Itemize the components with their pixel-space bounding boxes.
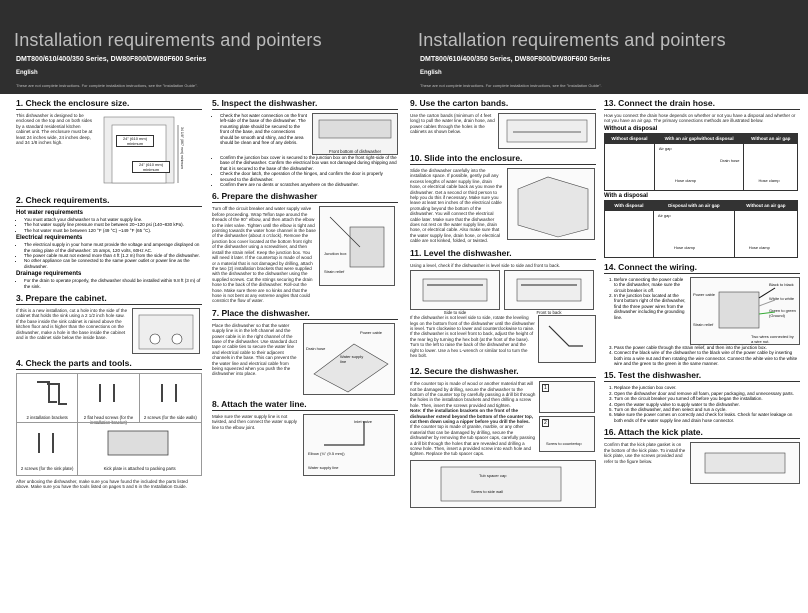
subheading: Without a disposal bbox=[604, 125, 658, 132]
part-cell bbox=[17, 374, 78, 422]
section-heading: 11. Level the dishwasher. bbox=[410, 248, 596, 260]
junction-box-diagram bbox=[319, 206, 395, 286]
table-cell bbox=[605, 210, 654, 257]
elbow-label: Elbow (¾" (9.5 mm)) bbox=[308, 450, 345, 456]
level-figure bbox=[504, 270, 594, 315]
tub-spacer-label: Tub spacer cap bbox=[479, 472, 507, 478]
level-side-drawing bbox=[411, 271, 499, 307]
table-header: Without an air gap bbox=[744, 133, 798, 143]
drain-hose-label: Drain hose bbox=[306, 345, 326, 351]
section-text: Turn off the circuit breaker and water supply valve before proceeding. Wrap Teflon tape around the threads of the 90° elbow, and then attach the elbow to the inlet valve. Tighten until the elbow is tight and pointing towards the water hose channel in the base of the dishwasher (about 4 o'clock). Remove the junction box cover located at the bottom front right of the dishwasher using a screwdriver, and then install the strain relief. Keep the junction box. You will need it later. If the countertop is made of wood or a material that is not damaged by drilling, attach the two (2) installation brackets that were supplied with the dishwasher to the dishwasher using the supplied screws. Cut the strings securing the drain hose to the back of the dishwasher. Roll-out the hose. Make sure there are no kinks and that the hose is not bent at any extreme angles that could constrict the flow of water. bbox=[212, 206, 316, 304]
carton-band-drawing bbox=[499, 114, 595, 148]
list-item: 3. Turn on the circuit breaker you turned off before you began the installation. bbox=[614, 396, 800, 401]
section-text: Make sure the water supply line is not twisted, and then connect the water supply line to the elbow joint. bbox=[212, 413, 298, 430]
cabinet-hole-diagram bbox=[132, 308, 200, 354]
front-to-back-diagram bbox=[504, 270, 594, 310]
hose-clamp-label: Hose clamp bbox=[673, 244, 696, 250]
part-caption: 2 installation brackets bbox=[26, 415, 68, 421]
section-text: This dishwasher is designed to be enclosed on the top and on both sides by a standard residential kitchen cabinet unit. The enclosure must be at least 24 inches wide, 24 inches deep, and 34 1/8 inches high. bbox=[16, 113, 93, 146]
carton-band-diagram bbox=[498, 113, 596, 149]
power-cable-label: Power cable bbox=[360, 329, 383, 335]
hot-water-list bbox=[16, 217, 202, 233]
hex-bolt-diagram bbox=[538, 315, 596, 363]
list-item: • No other appliance can be connected to the same power outlet or power line as the dishwasher. bbox=[24, 258, 202, 269]
hose-clamp-label: Hose clamp bbox=[674, 177, 697, 183]
subheading: Electrical requirements bbox=[16, 235, 83, 242]
part-cell bbox=[140, 374, 201, 422]
section-heading: 10. Slide into the enclosure. bbox=[410, 153, 596, 165]
slide-in-drawing bbox=[508, 169, 594, 239]
section-heading: 2. Check requirements. bbox=[16, 195, 202, 207]
section-text: Confirm that the kick plate gasket is on the bottom of the kick plate. To install the kick plate, use the screws provided and refer to the figure below. bbox=[604, 442, 686, 464]
section-heading: 8. Attach the water line. bbox=[212, 399, 398, 411]
water-line-diagram bbox=[303, 414, 395, 476]
junction-label: Junction box bbox=[324, 251, 347, 257]
level-figure bbox=[410, 270, 500, 315]
side-to-side-diagram bbox=[410, 270, 500, 310]
air-gap-label: Air gap bbox=[658, 145, 672, 151]
screw-icon bbox=[78, 374, 138, 410]
header-banner-right bbox=[404, 0, 808, 94]
wiring-diagram bbox=[690, 277, 800, 345]
list-item: • Check the hot water connection on the front left-side of the base of the dishwasher. The mounting plate should be secured to the front of the base, and the connections should be smooth and shiny, and the area should be clean and free of any debris. bbox=[220, 113, 309, 145]
right-column-1 bbox=[410, 96, 596, 508]
section-heading: 5. Inspect the dishwasher. bbox=[212, 98, 398, 110]
section-heading: 16. Attach the kick plate. bbox=[604, 427, 800, 439]
section-heading: 6. Prepare the dishwasher bbox=[212, 191, 398, 203]
inspect-list bbox=[212, 155, 398, 187]
section-text: If the counter top is made of wood or another material that will not be damaged by drilling, secure the dishwasher to the bottom of the counter top by carefully passing a drill bit through the holes in the installation brackets and then drilling a screw hole. Then, insert the screws provided and tighten. bbox=[410, 381, 536, 408]
kick-plate-icon bbox=[78, 423, 198, 461]
model-list: DMT800/610/400/350 Series, DW80F800/DW80F600 Series bbox=[16, 56, 207, 63]
section-heading: 4. Check the parts and tools. bbox=[16, 358, 202, 370]
wiring-list bbox=[604, 277, 687, 345]
height-label: 34 1/8" (867 mm) minimum bbox=[180, 127, 184, 170]
front-bottom-diagram bbox=[312, 113, 398, 155]
list-item: • For the drain to operate properly, the dishwasher should be installed within 9.8 ft (3 m) of the sink. bbox=[24, 278, 202, 289]
white-wire-label: White to white bbox=[769, 295, 795, 301]
wiring-list bbox=[604, 345, 800, 367]
front-bottom-drawing bbox=[313, 114, 397, 144]
list-item: • The hot water supply line pressure must be between 20~120 psi (140~830 kPa). bbox=[24, 222, 202, 227]
step-badge: 2 bbox=[544, 420, 547, 427]
section-text: After unboxing the dishwasher, make sure you have found the included the parts listed above. Make sure you have the tools listed on pages 5 and 6 in the Installation Guide. bbox=[16, 479, 188, 490]
step-badge: 1 bbox=[544, 385, 547, 392]
subheading: Drainage requirements bbox=[16, 271, 82, 278]
language-label: English bbox=[16, 70, 38, 76]
test-list bbox=[604, 385, 800, 423]
inspect-list bbox=[212, 113, 309, 155]
power-cable-label: Power cable bbox=[693, 291, 716, 297]
strain-relief-label: Strain relief bbox=[324, 269, 345, 275]
inlet-valve-label: Inlet valve bbox=[354, 418, 373, 424]
kick-plate-drawing bbox=[691, 443, 799, 483]
page-title: Installation requirements and pointers bbox=[14, 30, 322, 50]
section-heading: 13. Connect the drain hose. bbox=[604, 98, 800, 110]
hex-bolt-drawing bbox=[539, 316, 595, 362]
table-cell bbox=[654, 143, 744, 190]
subheading: Hot water requirements bbox=[16, 210, 84, 216]
section-heading: 15. Test the dishwasher. bbox=[604, 370, 800, 382]
section-heading: 9. Use the carton bands. bbox=[410, 98, 596, 110]
cabinet-drawing bbox=[133, 309, 199, 353]
list-item: 1. Replace the junction box cover. bbox=[614, 385, 800, 390]
side-wall-diagram bbox=[410, 460, 596, 508]
part-caption: 2 screws (for the side walls) bbox=[143, 415, 197, 421]
hose-clamp-label: Hose clamp bbox=[748, 244, 770, 250]
screw-icon bbox=[17, 423, 77, 461]
part-cell bbox=[17, 422, 78, 475]
section-heading: 7. Place the dishwasher. bbox=[212, 308, 398, 320]
list-item: • The electrical supply in your home must provide the voltage and amperage displayed on the rating plate of the dishwasher: 15 amps, 120 volts, 60Hz AC. bbox=[24, 242, 202, 253]
section-text: How you connect the drain hose depends on whether or not you have a disposal and whether or not you have an air gap. The primary connections methods are illustrated below. bbox=[604, 113, 796, 124]
section-note: Note: If the installation brackets on the front of the dishwasher extend beyond the bottom of the counter top, cut them down using a nipper before you drill the holes. bbox=[410, 408, 534, 424]
table-header: Without disposal bbox=[605, 133, 655, 143]
countertop-label: Screw to countertop bbox=[546, 441, 582, 447]
parts-grid bbox=[16, 373, 202, 476]
section-text: If the counter top is made of granite, marble, or any other material that can be damaged by drilling, secure the dishwasher by removing the tub spacer caps, carefully passing a drill bit through the holes that are revealed and drilling a screw hole. Then, insert a provided screw into each hole and tighten. Replace the tub spacer caps. bbox=[410, 424, 536, 457]
part-cell bbox=[78, 374, 139, 426]
electrical-list bbox=[16, 242, 202, 269]
list-item: 2. In the junction box located at the front bottom right of the dishwasher, find the three power wires from the dishwasher including the grounding line. bbox=[614, 293, 687, 320]
section-text: Use the carton bands (minimum of 4 feet long) to pull the water line, drain hose, and power cables through the holes in the cabinets as shown below. bbox=[410, 113, 495, 135]
table-cell bbox=[653, 210, 734, 257]
black-wire-label: Black to black bbox=[769, 281, 794, 287]
drain-hose-label: Drain hose bbox=[720, 157, 740, 163]
hose-clamp-label: Hose clamp bbox=[758, 177, 780, 183]
kick-plate-diagram bbox=[690, 442, 800, 484]
section-text: Place the dishwasher so that the water supply line is in the left channel and the power cable is in the right channel of the base of the dishwasher. Use standard duct tape or cable ties to secure the water line and electrical cable to their adjacent channels in the base. This can prevent the the water line and electrical cable from being squeezed when you push the the dishwasher into place. bbox=[212, 322, 298, 377]
level-front-drawing bbox=[505, 271, 593, 307]
header-note: These are not complete instructions. For complete installation instructions, see the "Installation Guide". bbox=[420, 83, 602, 88]
section-heading: 12. Secure the dishwasher. bbox=[410, 366, 596, 378]
slide-in-diagram bbox=[507, 168, 595, 240]
page-title: Installation requirements and pointers bbox=[418, 30, 726, 50]
figure-caption: Front to back bbox=[536, 310, 562, 316]
list-item: • Confirm the junction box cover is secured to the junction box on the front right-side of the base of the dishwasher. Confirm the electrical box was not damaged during shipping and that it is secured to the base of the dishwasher. bbox=[220, 155, 398, 171]
part-cell bbox=[78, 422, 201, 475]
section-text: If the dishwasher is not level side to side, rotate the leveling legs on the bottom front of the dishwasher until the dishwasher is level. Turn clockwise to lower and counterclockwise to raise. If the dishwasher is not level front to back, adjust the height of the rear leg by turning the hex bolt (at the front of the base). Turn to the left to raise the back of the dishwasher and the right to lower. Use a hex L-wrench or similar tool to turn the hex bolt. bbox=[410, 315, 535, 358]
section-heading: 1. Check the enclosure size. bbox=[16, 98, 202, 110]
part-caption: Kick plate is attached to packing parts bbox=[103, 466, 176, 472]
side-wall-drawing bbox=[411, 461, 597, 507]
section-heading: 14. Connect the wiring. bbox=[604, 262, 800, 274]
side-wall-label: Screw to side wall bbox=[471, 488, 504, 494]
drain-table-without bbox=[604, 133, 798, 191]
list-item: • Check the door latch, the operation of the hinges, and confirm the door is properly secured to the dishwasher. bbox=[220, 171, 398, 182]
figure-caption: Front bottom of dishwasher bbox=[328, 149, 382, 154]
width-label: 24" (610 mm) minimum bbox=[116, 135, 154, 147]
green-wire-label: Green to green (Ground) bbox=[769, 307, 796, 318]
list-item: 2. Open the dishwasher door and remove all foam, paper packaging, and unnecessary parts. bbox=[614, 391, 800, 396]
language-label: English bbox=[420, 70, 442, 76]
list-item: 5. Turn on the dishwasher, and then select and run a cycle. bbox=[614, 407, 800, 412]
list-item: • The hot water must be between 120 °F (49 °C) ~149 °F (65 °C). bbox=[24, 228, 202, 233]
depth-label: 24" (610 mm) minimum bbox=[132, 161, 170, 173]
list-item: 3. Pass the power cable through the strain relief, and then into the junction box. bbox=[614, 345, 800, 350]
list-item: • Confirm there are no dents or scratches anywhere on the dishwasher. bbox=[220, 182, 398, 187]
air-gap-label: Air gap bbox=[657, 212, 671, 218]
section-text: If this is a new installation, cut a hole into the side of the cabinet that holds the sink using a 2 1/2 inch hole saw. If the base inside the sink cabinet is raised above the kitchen floor and is higher than the connections on the dishwasher, make a hole in the base inside the cabinet and in the cabinet side below the inside base. bbox=[16, 308, 128, 341]
part-caption: 2 flat head screws (for the installation bracket) bbox=[83, 415, 134, 426]
table-header: With disposal bbox=[605, 200, 654, 210]
list-item: • The power cable must not extend more than 4 ft (1.2 m) from the side of the dishwasher. bbox=[24, 253, 202, 258]
right-page bbox=[404, 0, 808, 613]
strain-relief-label: Strain relief bbox=[693, 321, 714, 327]
list-item: 6. Make sure the power comes on correctly and check for leaks. Check for water leakage on both ends of the water supply line and drain hose connector. bbox=[614, 412, 800, 423]
drainage-list bbox=[16, 278, 202, 289]
placement-diagram bbox=[303, 323, 395, 395]
left-column-1 bbox=[16, 96, 202, 490]
enclosure-diagram bbox=[98, 113, 194, 189]
water-line-label: Water supply line bbox=[340, 353, 364, 364]
header-banner-left bbox=[0, 0, 404, 94]
figure-caption: Side to side bbox=[443, 310, 467, 316]
part-caption: 2 screws (for the sink plate) bbox=[20, 466, 74, 472]
list-item: 4. Open the water supply valve to supply water to the dishwasher. bbox=[614, 402, 800, 407]
table-cell bbox=[744, 143, 798, 190]
list-item: 4. Connect the black wire of the dishwasher to the black wire of the power cable by inserting both into a wire nut and then rotating the wire connector. Connect the white wire to the white wire and the green to the green in the same manner. bbox=[614, 350, 800, 366]
table-cell bbox=[605, 143, 655, 190]
list-item: • You must attach your dishwasher to a hot water supply line. bbox=[24, 217, 202, 222]
model-list: DMT800/610/400/350 Series, DW80F800/DW80F600 Series bbox=[420, 56, 611, 63]
list-item: 1. Before connecting the power cable to the dishwasher, make sure the circuit breaker is off. bbox=[614, 277, 687, 293]
supply-line-label: Water supply line bbox=[308, 464, 339, 470]
table-header: With an air gap/without disposal bbox=[654, 133, 744, 143]
subheading: With a disposal bbox=[604, 192, 648, 199]
header-note: These are not complete instructions. For complete installation instructions, see the "Installation Guide". bbox=[16, 83, 198, 88]
section-text: Using a level, check if the dishwasher is level side to side and front to back. bbox=[410, 262, 561, 268]
screw-icon bbox=[140, 374, 200, 410]
drain-table-with bbox=[604, 200, 798, 258]
bracket-icon bbox=[17, 374, 77, 410]
table-header: Disposal with an air gap bbox=[653, 200, 734, 210]
right-column-2 bbox=[604, 96, 800, 484]
wire-nut-label: Two wires connected by a wire nut. bbox=[751, 333, 794, 344]
secure-countertop-diagram bbox=[539, 416, 595, 452]
section-text: Slide the dishwasher carefully into the installation space. If possible, gently pull any excess lengths of water supply line, drain hose, or electrical cable back as you move the dishwasher. Get a second or third person to help you do this if necessary. Make sure you leave at least ten inches of the electrical cable protruding beyond the bottom of the dishwasher. You will connect the electrical cable later. Make sure that the dishwasher does not rest on the water supply line, drain hose, or electrical cable. Also make sure that the water supply line, drain hose, or electrical cable are not kinked, folded, or twisted. bbox=[410, 168, 503, 244]
table-header: Without an air gap bbox=[734, 200, 797, 210]
section-heading: 3. Prepare the cabinet. bbox=[16, 293, 202, 305]
table-cell bbox=[734, 210, 797, 257]
left-column-2 bbox=[212, 96, 398, 476]
secure-countertop-diagram bbox=[539, 381, 595, 413]
